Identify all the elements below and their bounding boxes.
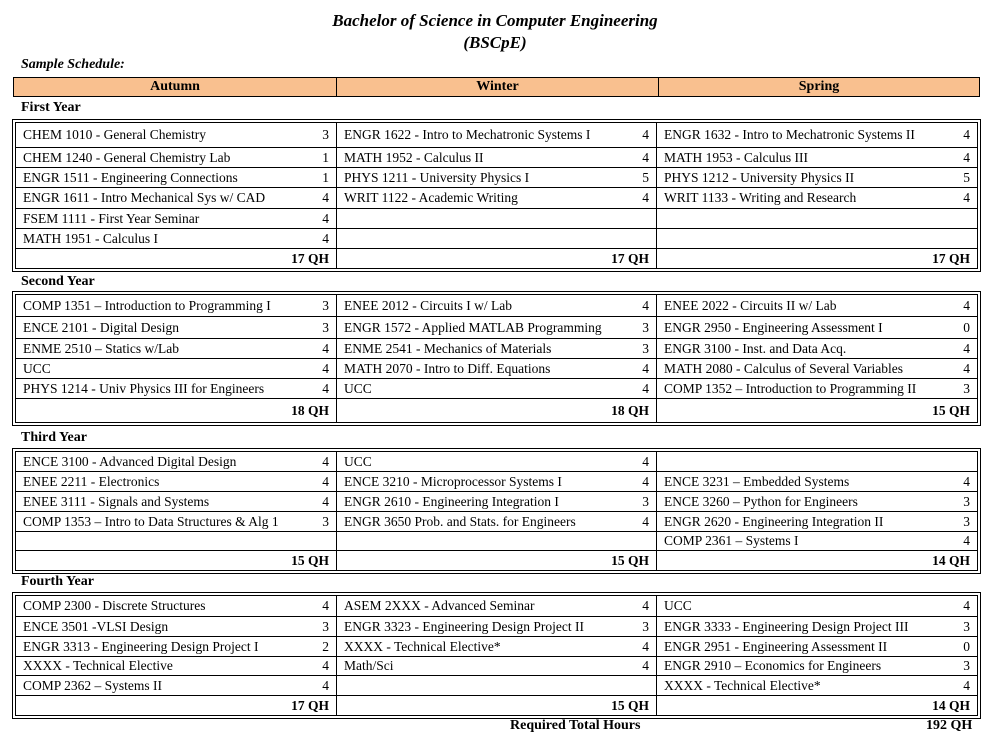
course-name: ENGR 3100 - Inst. and Data Acq. bbox=[664, 340, 847, 356]
course-hours: 4 bbox=[963, 127, 970, 142]
course-name: ENGR 3333 - Engineering Design Project III bbox=[664, 618, 909, 634]
required-total-label: Required Total Hours bbox=[510, 718, 641, 733]
course-cell bbox=[16, 379, 337, 399]
course-hours: 4 bbox=[322, 598, 329, 613]
course-name: MATH 1953 - Calculus III bbox=[664, 149, 808, 165]
course-cell bbox=[16, 188, 337, 209]
course-cell bbox=[16, 359, 337, 379]
course-hours: 4 bbox=[642, 190, 649, 205]
course-cell bbox=[337, 492, 657, 512]
year-label: First Year bbox=[21, 100, 81, 115]
course-cell bbox=[657, 209, 978, 229]
course-name: UCC bbox=[344, 453, 372, 469]
course-row bbox=[16, 637, 978, 657]
course-hours: 4 bbox=[642, 380, 649, 396]
course-table bbox=[15, 595, 978, 716]
course-name: ENCE 3501 -VLSI Design bbox=[23, 618, 169, 634]
course-hours: 4 bbox=[322, 677, 329, 693]
course-name: WRIT 1133 - Writing and Research bbox=[664, 190, 857, 205]
course-row bbox=[16, 617, 978, 637]
course-name: ENGR 3650 Prob. and Stats. for Engineers bbox=[344, 513, 576, 529]
course-cell bbox=[337, 359, 657, 379]
page-subtitle: (BSCpE) bbox=[463, 33, 527, 52]
course-row bbox=[16, 295, 978, 317]
term-total-row bbox=[16, 249, 978, 269]
course-name: ENCE 3210 - Microprocessor Systems I bbox=[344, 473, 562, 489]
year-block bbox=[12, 448, 981, 574]
course-name: COMP 1351 – Introduction to Programming I bbox=[23, 297, 271, 313]
course-hours: 3 bbox=[642, 618, 649, 634]
course-cell bbox=[657, 295, 978, 317]
course-name: ENGR 2610 - Engineering Integration I bbox=[344, 493, 559, 509]
course-hours: 1 bbox=[322, 169, 329, 185]
course-row bbox=[16, 317, 978, 339]
course-name: ENGR 1511 - Engineering Connections bbox=[23, 169, 238, 185]
term-total: 17 QH bbox=[16, 696, 337, 716]
course-hours: 3 bbox=[322, 618, 329, 634]
course-name: Math/Sci bbox=[344, 658, 394, 673]
course-hours: 4 bbox=[963, 149, 970, 165]
course-cell bbox=[16, 317, 337, 339]
course-name: ENGR 3313 - Engineering Design Project I bbox=[23, 638, 259, 654]
course-hours: 4 bbox=[963, 677, 970, 693]
course-hours: 3 bbox=[642, 319, 649, 335]
course-cell bbox=[16, 637, 337, 657]
course-hours: 4 bbox=[642, 149, 649, 165]
course-cell bbox=[657, 512, 978, 532]
course-name: ENCE 3260 – Python for Engineers bbox=[664, 493, 858, 509]
required-total-value: 192 QH bbox=[926, 718, 973, 733]
course-hours: 4 bbox=[642, 658, 649, 673]
course-hours: 4 bbox=[963, 360, 970, 376]
course-cell bbox=[657, 168, 978, 188]
course-cell bbox=[337, 472, 657, 492]
term-total: 14 QH bbox=[657, 551, 978, 571]
course-cell bbox=[16, 209, 337, 229]
course-table bbox=[15, 294, 978, 423]
course-cell bbox=[337, 317, 657, 339]
term-total-row bbox=[16, 696, 978, 716]
course-name: ENEE 2022 - Circuits II w/ Lab bbox=[664, 297, 837, 313]
course-hours: 4 bbox=[642, 360, 649, 376]
term-header-row bbox=[13, 77, 980, 97]
course-cell bbox=[337, 339, 657, 359]
course-name: ENGR 1611 - Intro Mechanical Sys w/ CAD bbox=[23, 190, 266, 205]
course-name: ENEE 2012 - Circuits I w/ Lab bbox=[344, 297, 512, 313]
course-name: PHYS 1214 - Univ Physics III for Engineers bbox=[23, 380, 265, 396]
course-cell bbox=[337, 295, 657, 317]
course-hours: 4 bbox=[963, 473, 970, 489]
course-name: CHEM 1010 - General Chemistry bbox=[23, 127, 206, 142]
course-row bbox=[16, 379, 978, 399]
year-label: Third Year bbox=[21, 430, 87, 445]
course-row bbox=[16, 512, 978, 532]
year-label: Fourth Year bbox=[21, 574, 94, 589]
course-cell bbox=[337, 379, 657, 399]
course-name: COMP 1352 – Introduction to Programming II bbox=[664, 380, 917, 396]
course-cell bbox=[16, 452, 337, 472]
course-name: MATH 1951 - Calculus I bbox=[23, 230, 158, 246]
course-hours: 3 bbox=[322, 127, 329, 142]
course-cell bbox=[657, 617, 978, 637]
term-total-row bbox=[16, 399, 978, 423]
course-row bbox=[16, 492, 978, 512]
course-hours: 0 bbox=[963, 638, 970, 654]
course-cell bbox=[337, 123, 657, 148]
year-label: Second Year bbox=[21, 274, 95, 289]
course-cell bbox=[337, 596, 657, 617]
course-row bbox=[16, 123, 978, 148]
course-row bbox=[16, 452, 978, 472]
course-cell bbox=[337, 452, 657, 472]
course-name: ENGR 2951 - Engineering Assessment II bbox=[664, 638, 888, 654]
course-cell bbox=[16, 339, 337, 359]
course-cell bbox=[337, 229, 657, 249]
course-row bbox=[16, 339, 978, 359]
course-cell bbox=[657, 657, 978, 676]
course-hours: 4 bbox=[322, 190, 329, 205]
course-cell bbox=[337, 657, 657, 676]
course-cell bbox=[657, 188, 978, 209]
course-name: XXXX - Technical Elective* bbox=[344, 638, 501, 654]
course-hours: 4 bbox=[642, 638, 649, 654]
course-cell bbox=[657, 452, 978, 472]
course-name: COMP 2361 – Systems I bbox=[664, 533, 799, 548]
course-cell bbox=[16, 123, 337, 148]
year-block bbox=[12, 291, 981, 426]
course-name: MATH 2070 - Intro to Diff. Equations bbox=[344, 360, 551, 376]
course-name: MATH 1952 - Calculus II bbox=[344, 149, 484, 165]
course-name: UCC bbox=[664, 598, 692, 613]
course-cell bbox=[337, 676, 657, 696]
schedule-label: Sample Schedule: bbox=[21, 57, 125, 72]
course-cell bbox=[337, 532, 657, 551]
course-cell bbox=[337, 637, 657, 657]
term-header-winter: Winter bbox=[336, 78, 658, 96]
course-cell bbox=[16, 596, 337, 617]
course-hours: 4 bbox=[642, 297, 649, 313]
course-hours: 4 bbox=[963, 297, 970, 313]
course-cell bbox=[337, 148, 657, 168]
course-name: ENGR 2910 – Economics for Engineers bbox=[664, 658, 882, 673]
course-cell bbox=[657, 379, 978, 399]
course-hours: 3 bbox=[963, 513, 970, 529]
term-total-row bbox=[16, 551, 978, 571]
course-cell bbox=[657, 359, 978, 379]
course-hours: 1 bbox=[322, 149, 329, 165]
course-hours: 4 bbox=[963, 340, 970, 356]
course-hours: 4 bbox=[322, 230, 329, 246]
course-row bbox=[16, 359, 978, 379]
course-hours: 3 bbox=[963, 380, 970, 396]
course-hours: 3 bbox=[322, 513, 329, 529]
course-hours: 3 bbox=[963, 658, 970, 673]
course-cell bbox=[16, 617, 337, 637]
course-name: PHYS 1212 - University Physics II bbox=[664, 169, 855, 185]
course-hours: 4 bbox=[322, 658, 329, 673]
course-cell bbox=[16, 148, 337, 168]
course-name: FSEM 1111 - First Year Seminar bbox=[23, 210, 200, 226]
course-cell bbox=[657, 472, 978, 492]
course-hours: 3 bbox=[322, 319, 329, 335]
course-hours: 4 bbox=[322, 380, 329, 396]
term-header-autumn: Autumn bbox=[150, 79, 200, 94]
course-cell bbox=[657, 676, 978, 696]
course-hours: 4 bbox=[963, 190, 970, 205]
year-block bbox=[12, 592, 981, 719]
course-hours: 4 bbox=[322, 210, 329, 226]
course-cell bbox=[16, 676, 337, 696]
course-name: ENCE 2101 - Digital Design bbox=[23, 319, 179, 335]
course-cell bbox=[16, 295, 337, 317]
course-row bbox=[16, 596, 978, 617]
course-cell bbox=[337, 512, 657, 532]
course-cell bbox=[337, 188, 657, 209]
course-row bbox=[16, 657, 978, 676]
course-cell bbox=[657, 492, 978, 512]
course-cell bbox=[657, 148, 978, 168]
course-hours: 3 bbox=[322, 297, 329, 313]
course-hours: 4 bbox=[322, 453, 329, 469]
course-name: XXXX - Technical Elective bbox=[23, 658, 173, 673]
term-total: 14 QH bbox=[657, 696, 978, 716]
course-name: ENGR 1572 - Applied MATLAB Programming bbox=[344, 319, 602, 335]
course-hours: 4 bbox=[642, 453, 649, 469]
course-row bbox=[16, 229, 978, 249]
course-name: ENEE 2211 - Electronics bbox=[23, 473, 160, 489]
course-cell bbox=[16, 532, 337, 551]
course-name: ENME 2541 - Mechanics of Materials bbox=[344, 340, 552, 356]
course-name: COMP 1353 – Intro to Data Structures & Alg 1 bbox=[23, 513, 279, 529]
course-hours: 4 bbox=[963, 598, 970, 613]
course-name: PHYS 1211 - University Physics I bbox=[344, 169, 530, 185]
course-hours: 0 bbox=[963, 319, 970, 335]
course-hours: 5 bbox=[642, 169, 649, 185]
course-cell bbox=[16, 472, 337, 492]
term-total: 18 QH bbox=[337, 399, 657, 423]
course-hours: 2 bbox=[322, 638, 329, 654]
course-hours: 4 bbox=[642, 598, 649, 613]
course-name: COMP 2300 - Discrete Structures bbox=[23, 598, 206, 613]
course-hours: 4 bbox=[322, 493, 329, 509]
course-hours: 3 bbox=[642, 340, 649, 356]
course-cell bbox=[337, 168, 657, 188]
course-hours: 5 bbox=[963, 169, 970, 185]
course-name: CHEM 1240 - General Chemistry Lab bbox=[23, 149, 231, 165]
course-name: MATH 2080 - Calculus of Several Variables bbox=[664, 360, 903, 376]
course-cell bbox=[16, 229, 337, 249]
course-hours: 4 bbox=[322, 473, 329, 489]
course-cell bbox=[657, 637, 978, 657]
course-name: COMP 2362 – Systems II bbox=[23, 677, 163, 693]
course-name: ENGR 1632 - Intro to Mechatronic Systems II bbox=[664, 127, 915, 142]
course-row bbox=[16, 676, 978, 696]
course-hours: 4 bbox=[642, 513, 649, 529]
term-total: 18 QH bbox=[16, 399, 337, 423]
course-name: ENGR 2620 - Engineering Integration II bbox=[664, 513, 884, 529]
course-hours: 4 bbox=[322, 360, 329, 376]
page-title: Bachelor of Science in Computer Engineering bbox=[332, 11, 658, 30]
course-cell bbox=[16, 657, 337, 676]
term-total: 15 QH bbox=[337, 551, 657, 571]
course-cell bbox=[337, 209, 657, 229]
term-total: 15 QH bbox=[16, 551, 337, 571]
year-block bbox=[12, 119, 981, 272]
course-name: ENCE 3231 – Embedded Systems bbox=[664, 473, 850, 489]
course-name: ASEM 2XXX - Advanced Seminar bbox=[344, 598, 535, 613]
course-row bbox=[16, 148, 978, 168]
course-hours: 4 bbox=[642, 127, 649, 142]
course-hours: 3 bbox=[963, 493, 970, 509]
course-cell bbox=[657, 596, 978, 617]
course-row bbox=[16, 188, 978, 209]
course-name: UCC bbox=[344, 380, 372, 396]
course-name: ENGR 3323 - Engineering Design Project II bbox=[344, 618, 584, 634]
course-cell bbox=[16, 168, 337, 188]
course-name: ENEE 3111 - Signals and Systems bbox=[23, 493, 210, 509]
course-table bbox=[15, 122, 978, 269]
term-total: 17 QH bbox=[16, 249, 337, 269]
course-row bbox=[16, 532, 978, 551]
term-total: 17 QH bbox=[657, 249, 978, 269]
course-cell bbox=[657, 229, 978, 249]
course-hours: 4 bbox=[963, 533, 970, 548]
course-name: ENME 2510 – Statics w/Lab bbox=[23, 340, 179, 356]
course-row bbox=[16, 168, 978, 188]
course-cell bbox=[16, 512, 337, 532]
course-name: XXXX - Technical Elective* bbox=[664, 677, 821, 693]
course-hours: 4 bbox=[642, 473, 649, 489]
course-name: ENGR 1622 - Intro to Mechatronic Systems I bbox=[344, 127, 591, 142]
term-total: 15 QH bbox=[337, 696, 657, 716]
course-table bbox=[15, 451, 978, 571]
course-cell bbox=[657, 317, 978, 339]
term-total: 17 QH bbox=[337, 249, 657, 269]
term-total: 15 QH bbox=[657, 399, 978, 423]
course-cell bbox=[337, 617, 657, 637]
course-cell bbox=[657, 532, 978, 551]
course-cell bbox=[657, 339, 978, 359]
course-hours: 4 bbox=[322, 340, 329, 356]
course-name: ENGR 2950 - Engineering Assessment I bbox=[664, 319, 883, 335]
course-row bbox=[16, 472, 978, 492]
course-name: ENCE 3100 - Advanced Digital Design bbox=[23, 453, 237, 469]
term-header-spring: Spring bbox=[658, 78, 979, 96]
course-name: UCC bbox=[23, 360, 51, 376]
course-hours: 3 bbox=[642, 493, 649, 509]
course-cell bbox=[657, 123, 978, 148]
course-name: WRIT 1122 - Academic Writing bbox=[344, 190, 518, 205]
course-row bbox=[16, 209, 978, 229]
course-cell bbox=[16, 492, 337, 512]
course-hours: 3 bbox=[963, 618, 970, 634]
